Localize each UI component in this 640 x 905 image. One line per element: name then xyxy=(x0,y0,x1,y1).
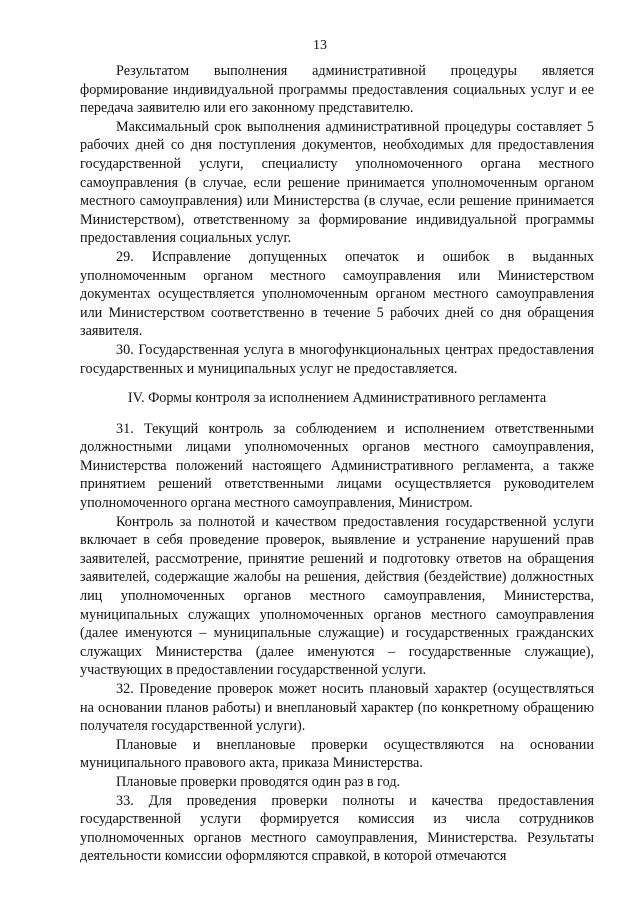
paragraph-result: Результатом выполнения административной процедуры является формирование индивидуальной программы предоставления социальных услуг и ее передача заявителю или его законному представителю. xyxy=(80,63,594,117)
section-heading: IV. Формы контроля за исполнением Административного регламента xyxy=(127,390,547,407)
paragraph-31: 31. Текущий контроль за соблюдением и исполнением ответственными должностными лицами уполномоченных органов местного самоуправления, Министерства положений настоящего Административного регламента, а также принятием решений ответственными лицами осуществляется руководителем уполномоченного органа местного самоуправления, Министром. xyxy=(80,420,594,512)
paragraph-inspections-basis: Плановые и внеплановые проверки осуществляются на основании муниципального правового акта, приказа Министерства. xyxy=(80,736,594,772)
paragraph-29: 29. Исправление допущенных опечаток и ошибок в выданных уполномоченным органом местного самоуправления или Министерством документах осуществляется уполномоченным органом местного самоуправления или Министерством соответственно в течение 5 рабочих дней со дня обращения заявителя. xyxy=(80,248,594,340)
paragraph-33: 33. Для проведения проверки полноты и качества предоставления государственной услуги формируется комиссия из числа сотрудников уполномоченных органов местного самоуправления, Министерства. Результаты деятельности комиссии оформляются справкой, в которой отмечаются xyxy=(80,792,594,865)
page-number: 13 xyxy=(313,38,327,53)
paragraph-control: Контроль за полнотой и качеством предоставления государственной услуги включает в себя проведение проверок, выявление и устранение нарушений прав заявителей, рассмотрение, принятие решений и подготовку ответов на обращения заявителей, содержащие жалобы на решения, действия (бездействие) должностных лиц уполномоченных органов местного самоуправления, Министерства, муниципальных служащих уполномоченных органов местного самоуправления (далее именуются – муниципальные служащие) и государственных гражданских служащих Министерства (далее именуются – государственные служащие), участвующих в предоставлении государственной услуги. xyxy=(80,513,594,679)
paragraph-planned-inspections: Плановые проверки проводятся один раз в год. xyxy=(116,773,401,790)
document-body xyxy=(80,62,594,866)
paragraph-max-term: Максимальный срок выполнения административной процедуры составляет 5 рабочих дней со дня поступления документов, необходимых для предоставления государственной услуги, специалисту уполномоченного органа местного самоуправления (в случае, если решение принимается уполномоченным органом местного самоуправления) или Министерства (в случае, если решение принимается Министерством), ответственному за формирование индивидуальной программы предоставления социальных услуг. xyxy=(80,118,594,247)
paragraph-30: 30. Государственная услуга в многофункциональных центрах предоставления государственных и муниципальных услуг не предоставляется. xyxy=(80,341,594,377)
paragraph-32: 32. Проведение проверок может носить плановый характер (осуществляться на основании планов работы) и внеплановый характер (по конкретному обращению получателя государственной услуги). xyxy=(80,681,594,735)
